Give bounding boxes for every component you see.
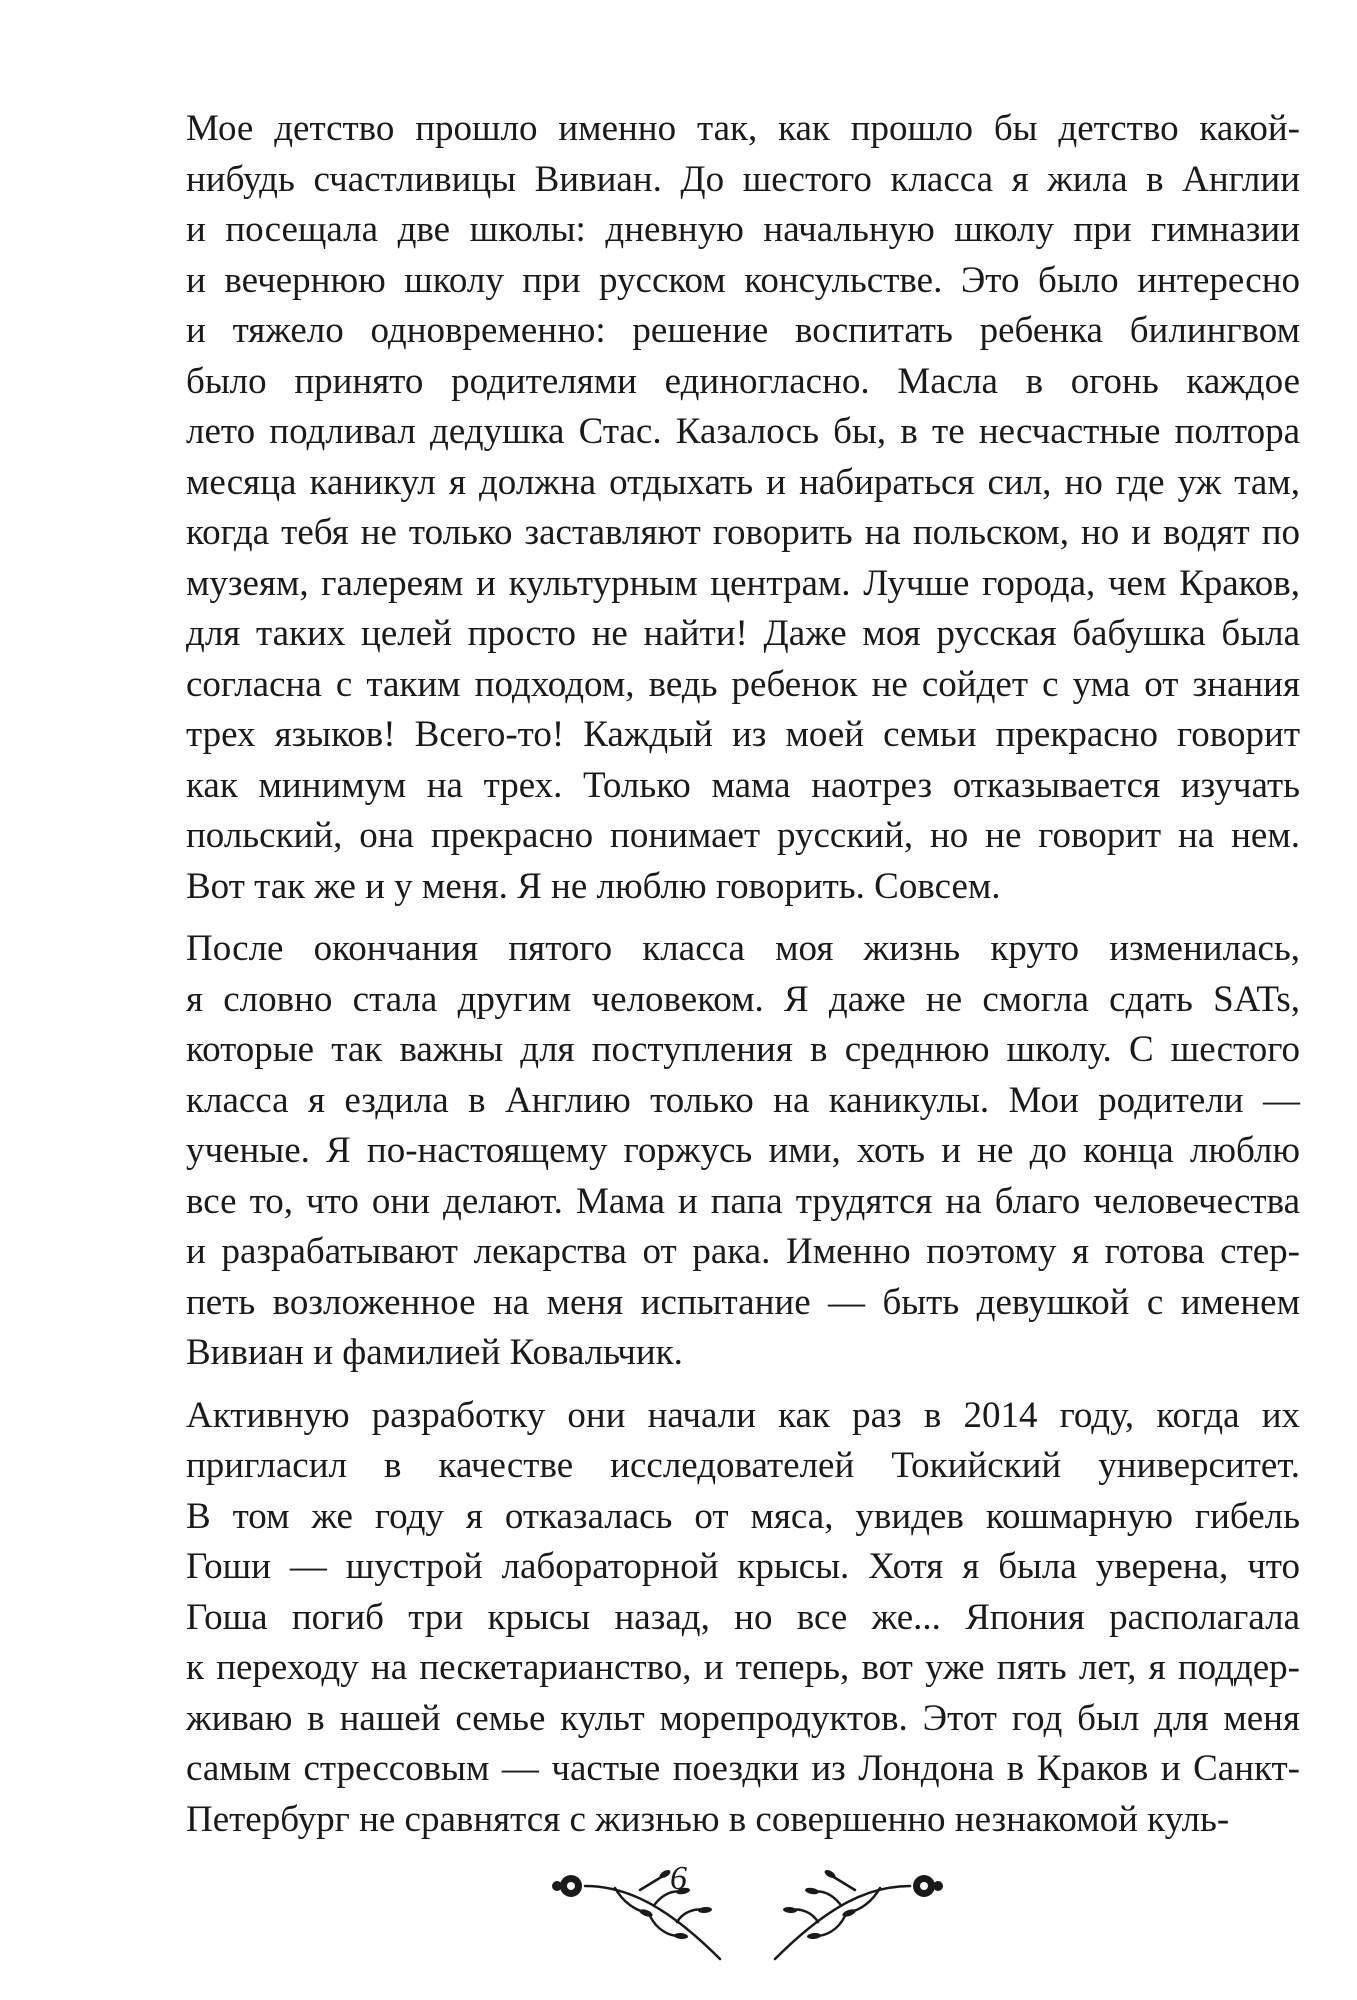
paragraph	[139, 1391, 1300, 1846]
text-line: Вот так же и у меня. Я не люблю говорить. Совсем.	[186, 865, 1001, 907]
text-line: было принято родителями единогласно. Масла в огонь каждое	[186, 360, 1300, 402]
text-line: к переходу на пескетарианство, и теперь, вот уже пять лет, я поддер-	[186, 1647, 1300, 1688]
text-line: и вечернюю школу при русском консульстве. Это было интересно	[186, 259, 1300, 301]
text-line: польский, она прекрасно понимает русский, но не говорит на нем.	[186, 815, 1300, 856]
page-footer	[0, 1860, 1357, 1980]
text-line: для таких целей просто не найти! Даже моя русская бабушка была	[186, 613, 1300, 654]
text-line: как минимум на трех. Только мама наотрез отказывается изучать	[186, 764, 1300, 806]
page-text-block	[139, 104, 1300, 1857]
text-line: и тяжело одновременно: решение воспитать ребенка билингвом	[186, 310, 1300, 351]
page-number: 6	[670, 1860, 687, 1897]
text-line: трех языков! Всего-то! Каждый из моей семьи прекрасно говорит	[186, 714, 1300, 755]
text-line: После окончания пятого класса моя жизнь круто изменилась,	[186, 928, 1300, 969]
text-line: ученые. Я по-настоящему горжусь ими, хоть и не до конца люблю	[186, 1130, 1300, 1171]
text-line: петь возложенное на меня испытание — быть девушкой с именем	[186, 1281, 1300, 1323]
text-line: и посещала две школы: дневную начальную школу при гимназии	[186, 209, 1300, 250]
text-line: Вивиан и фамилией Ковальчик.	[186, 1332, 683, 1373]
text-line: самым стрессовым — частые поездки из Лондона в Краков и Санкт-	[186, 1748, 1300, 1789]
text-line: Гоша погиб три крысы назад, но все же... Япония располагала	[186, 1596, 1300, 1638]
text-line: В том же году я отказалась от мяса, увидев кошмарную гибель	[186, 1495, 1300, 1537]
text-line: которые так важны для поступления в среднюю школу. С шестого	[186, 1029, 1300, 1070]
floral-ornament-right-icon	[750, 1864, 950, 1964]
text-line: музеям, галереям и культурным центрам. Лучше города, чем Краков,	[186, 562, 1300, 604]
text-line: месяца каникул я должна отдыхать и набираться сил, но где уж там,	[186, 461, 1300, 503]
paragraph	[139, 924, 1300, 1379]
text-line: живаю в нашей семье культ морепродуктов. Этот год был для меня	[186, 1697, 1300, 1739]
text-line: Петербург не сравнятся с жизнью в совершенно незнакомой куль-	[186, 1798, 1230, 1840]
text-line: когда тебя не только заставляют говорить на польском, но и водят по	[186, 512, 1300, 553]
text-line: Активную разработку они начали как раз в 2014 году, когда их	[186, 1394, 1300, 1436]
text-line: класса я ездила в Англию только на каникулы. Мои родители —	[186, 1079, 1300, 1121]
text-line: и разрабатывают лекарства от рака. Именно поэтому я готова стер-	[186, 1231, 1300, 1272]
text-line: нибудь счастливицы Вивиан. До шестого класса я жила в Англии	[186, 158, 1300, 200]
text-line: пригласил в качестве исследователей Токийский университет.	[186, 1445, 1300, 1486]
text-line: лето подливал дедушка Стас. Казалось бы, в те несчастные полтора	[186, 411, 1300, 452]
text-line: Мое детство прошло именно так, как прошло бы детство какой-	[186, 108, 1300, 149]
paragraph	[139, 104, 1300, 912]
text-line: согласна с таким подходом, ведь ребенок не сойдет с ума от знания	[186, 663, 1300, 705]
text-line: я словно стала другим человеком. Я даже не смогла сдать SATs,	[186, 978, 1300, 1020]
text-line: Гоши — шустрой лабораторной крысы. Хотя я была уверена, что	[186, 1546, 1300, 1587]
text-line: все то, что они делают. Мама и папа трудятся на благо человечества	[186, 1180, 1300, 1222]
